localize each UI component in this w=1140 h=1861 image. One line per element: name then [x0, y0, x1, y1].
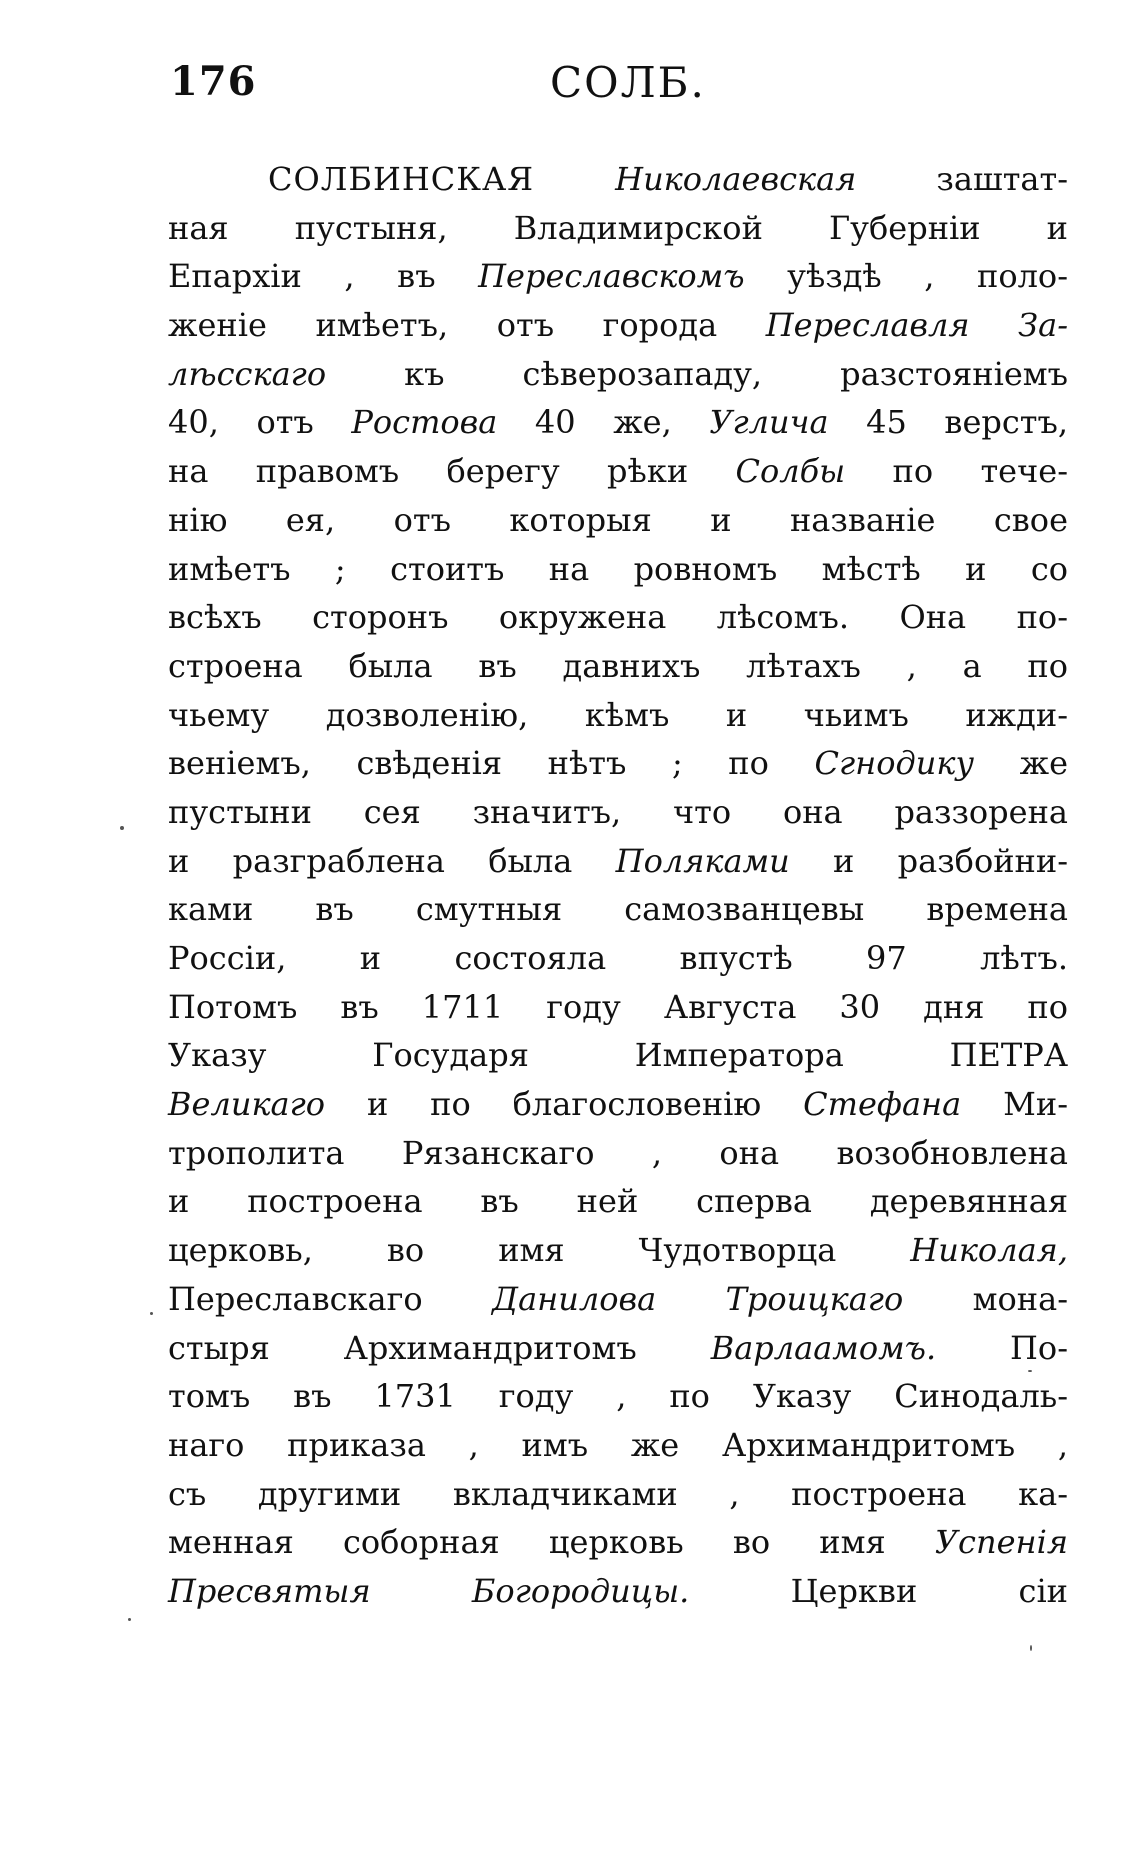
text-run: Переславскаго	[168, 1279, 493, 1318]
italic-name: Стефана	[803, 1085, 962, 1124]
italic-name: Углича	[709, 403, 829, 442]
text-line	[168, 934, 1068, 983]
text-line	[168, 1177, 1068, 1226]
text-line	[168, 496, 1068, 545]
text-line	[168, 1129, 1068, 1178]
text-line	[168, 545, 1068, 594]
entry-headword: СОЛБИНСКАЯ	[268, 160, 616, 198]
italic-name: Данилова Троицкаго	[492, 1279, 904, 1318]
italic-name: Переславскомъ	[478, 257, 745, 296]
italic-name: Пресвятыя Богородицы.	[168, 1571, 690, 1610]
text-line	[168, 1031, 1068, 1080]
text-run: По-	[936, 1328, 1069, 1367]
text-run: уѣздѣ , поло-	[744, 257, 1069, 296]
text-run: стыря Архимандритомъ	[168, 1328, 711, 1367]
text-line	[168, 1324, 1068, 1373]
italic-name: Переславля За-	[765, 306, 1068, 345]
text-run: Церкви сіи	[689, 1571, 1069, 1610]
text-run: чьему дозволенію, кѣмъ и чьимъ ижди-	[168, 695, 1068, 734]
text-run: пустыни сея значитъ, что она раззорена	[168, 792, 1068, 831]
text-run: 45 верстъ,	[828, 403, 1069, 442]
text-line	[168, 1518, 1068, 1567]
italic-name: Николая,	[910, 1231, 1068, 1270]
article-text	[168, 155, 1068, 1616]
text-run: Ми-	[961, 1085, 1069, 1124]
text-run: Потомъ въ 1711 году Августа 30 дня по	[168, 987, 1068, 1026]
text-run: съ другими вкладчиками , построена ка-	[168, 1474, 1068, 1513]
text-line	[168, 691, 1068, 740]
scan-speck	[1030, 1645, 1032, 1651]
text-run: ками въ смутныя самозванцевы времена	[168, 890, 1068, 929]
text-run: 40, отъ	[168, 403, 352, 442]
italic-name: Великаго	[168, 1085, 326, 1124]
text-run: менная соборная церковь во имя	[168, 1523, 935, 1562]
scan-speck	[150, 1312, 153, 1315]
text-line	[168, 1372, 1068, 1421]
text-run: всѣхъ сторонъ окружена лѣсомъ. Она по-	[168, 598, 1068, 637]
italic-name: Успенія	[934, 1523, 1068, 1562]
text-line	[168, 204, 1068, 253]
text-run: церковь, во имя Чудотворца	[168, 1231, 911, 1270]
text-run: томъ въ 1731 году , по Указу Синодаль-	[168, 1377, 1068, 1416]
scan-speck	[1028, 1370, 1032, 1372]
text-line	[168, 1567, 1068, 1616]
text-line	[168, 398, 1068, 447]
text-run: же	[974, 744, 1069, 783]
text-line	[168, 788, 1068, 837]
text-line	[168, 837, 1068, 886]
text-run: по тече-	[845, 452, 1069, 491]
text-run: къ сѣверозападу, разстояніемъ	[326, 354, 1068, 393]
text-run: трополита Рязанскаго , она возобновлена	[168, 1133, 1068, 1172]
text-run: нію ея, отъ которыя и названіе свое	[168, 500, 1068, 539]
italic-name: Сгнодику	[814, 744, 975, 783]
text-line	[168, 885, 1068, 934]
text-run: ная пустыня, Владимирской Губерніи и	[168, 208, 1068, 247]
scan-speck	[128, 1618, 131, 1621]
italic-name: Варлаамомъ.	[710, 1328, 937, 1367]
text-line	[168, 252, 1068, 301]
text-run: 40 же,	[497, 403, 710, 442]
text-run: заштат-	[856, 160, 1069, 198]
text-run: женіе имѣетъ, отъ города	[168, 306, 766, 345]
text-run: и разбойни-	[789, 841, 1069, 880]
text-line	[168, 155, 1068, 204]
italic-name: Николаевская	[615, 160, 857, 198]
scan-speck	[120, 826, 124, 830]
running-head: СОЛБ.	[550, 58, 706, 107]
text-run: и разграблена была	[168, 841, 616, 880]
text-line	[168, 1421, 1068, 1470]
text-line	[168, 642, 1068, 691]
text-line	[168, 350, 1068, 399]
text-line	[168, 593, 1068, 642]
text-run: и построена въ ней сперва деревянная	[168, 1182, 1068, 1221]
italic-name: Ростова	[351, 403, 498, 442]
text-run: Епархіи , въ	[168, 257, 479, 296]
text-run: на правомъ берегу рѣки	[168, 452, 736, 491]
text-run: строена была въ давнихъ лѣтахъ , а по	[168, 646, 1068, 685]
text-run: Россіи, и состояла впустѣ 97 лѣтъ.	[168, 939, 1068, 977]
italic-name: Поляками	[615, 841, 790, 880]
text-line	[168, 1226, 1068, 1275]
text-run: и по благословенію	[325, 1085, 804, 1124]
italic-name: лѣсскаго	[168, 354, 327, 393]
text-line	[168, 447, 1068, 496]
text-line	[168, 301, 1068, 350]
text-line	[168, 739, 1068, 788]
italic-name: Солбы	[735, 452, 846, 491]
page-header	[170, 58, 1070, 128]
text-run: мона-	[903, 1279, 1069, 1318]
text-line	[168, 1080, 1068, 1129]
text-run: наго приказа , имъ же Архимандритомъ ,	[168, 1425, 1068, 1464]
text-run: Указу Государя Императора ПЕТРА	[168, 1036, 1068, 1075]
text-line	[168, 1275, 1068, 1324]
text-run: веніемъ, свѣденія нѣтъ ; по	[168, 744, 815, 783]
page-number: 176	[170, 58, 257, 105]
text-line	[168, 983, 1068, 1032]
text-line	[168, 1470, 1068, 1519]
text-run: имѣетъ ; стоитъ на ровномъ мѣстѣ и со	[168, 549, 1068, 588]
